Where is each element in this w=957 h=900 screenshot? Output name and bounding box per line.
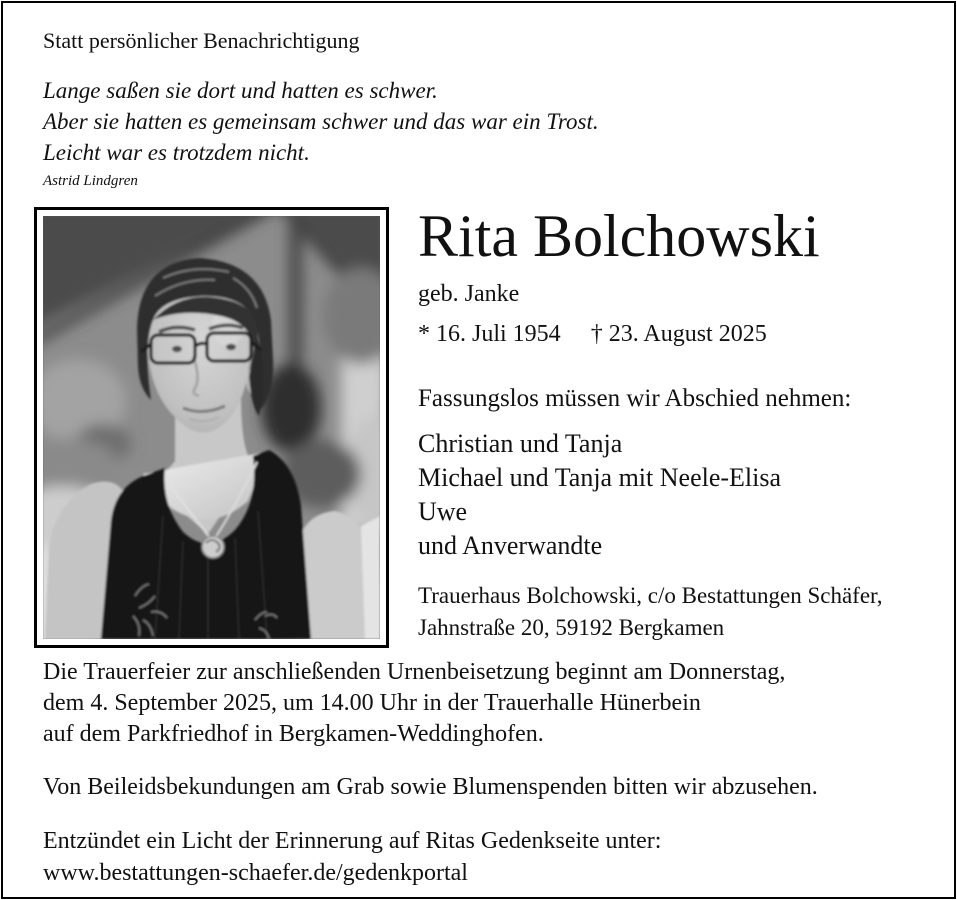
mourner-line: und Anverwandte xyxy=(418,531,603,560)
address-line: Jahnstraße 20, 59192 Bergkamen xyxy=(418,615,725,640)
portrait-photo xyxy=(43,216,380,639)
memorial-paragraph xyxy=(43,825,933,889)
ceremony-line: auf dem Parkfriedhof in Bergkamen-Weddinghofen. xyxy=(43,721,544,747)
notice-sheet xyxy=(1,1,956,899)
service-information xyxy=(43,657,933,889)
memorial-url: www.bestattungen-schaefer.de/gedenkportal xyxy=(43,860,468,886)
ceremony-line: Die Trauerfeier zur anschließenden Urnenbeisetzung beginnt am Donnerstag, xyxy=(43,659,786,685)
ceremony-line: dem 4. September 2025, um 14.00 Uhr in der Trauerhalle Hünerbein xyxy=(43,690,701,716)
quote-line: Leicht war es trotzdem nicht. xyxy=(43,140,310,165)
life-dates xyxy=(418,319,953,349)
deceased-name: Rita Bolchowski xyxy=(418,203,820,269)
condolence-note: Von Beileidsbekundungen am Grab sowie Blumenspenden bitten wir abzusehen. xyxy=(43,774,818,800)
preamble-text: Statt persönlicher Benachrichtigung xyxy=(43,28,360,53)
quote-attribution: Astrid Lindgren xyxy=(43,173,138,189)
portrait-frame xyxy=(34,207,389,648)
memorial-invite-line: Entzündet ein Licht der Erinnerung auf Ritas Gedenkseite unter: xyxy=(43,828,662,854)
mourner-line: Uwe xyxy=(418,497,468,526)
mourner-line: Michael und Tanja mit Neele-Elisa xyxy=(418,463,782,492)
ceremony-details xyxy=(43,657,933,750)
announcement-column xyxy=(418,203,953,644)
quote-block xyxy=(43,75,599,191)
birth-name-label: geb. Janke xyxy=(418,281,520,307)
address-line: Trauerhaus Bolchowski, c/o Bestattungen Schäfer, xyxy=(418,583,883,608)
death-date: † 23. August 2025 xyxy=(590,321,767,347)
mourner-line: Christian und Tanja xyxy=(418,429,623,458)
birth-date: * 16. Juli 1954 xyxy=(418,321,561,347)
quote-line: Lange saßen sie dort und hatten es schwer. xyxy=(43,78,438,103)
mourners-list xyxy=(418,427,953,563)
abschied-intro: Fassungslos müssen wir Abschied nehmen: xyxy=(418,385,852,412)
quote-line: Aber sie hatten es gemeinsam schwer und das war ein Trost. xyxy=(43,109,599,134)
funeral-home-address xyxy=(418,580,953,644)
